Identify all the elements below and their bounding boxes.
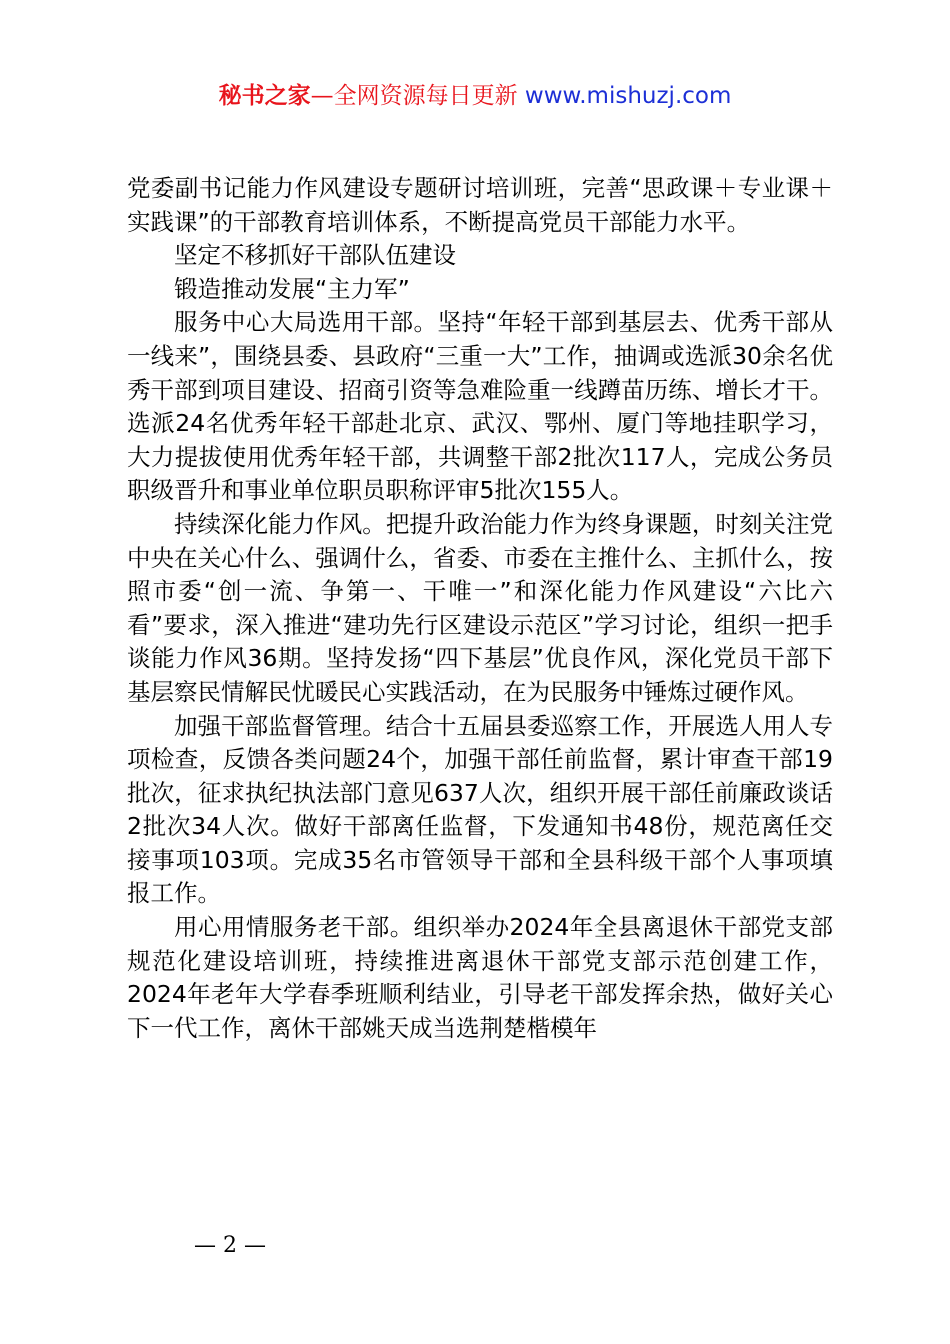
paragraph: 持续深化能力作风。把提升政治能力作为终身课题，时刻关注党中央在关心什么、强调什么，省委、市委在主推什么、主抓什么，按照市委“创一流、争第一、干唯一”和深化能力作风建设“六比六看”要求，深入推进“建功先行区建设示范区”学习讨论，组织一把手谈能力作风36期。坚持发扬“四下基层”优良作风，深化党员干部下基层察民情解民忧暖民心实践活动，在为民服务中锤炼过硬作风。	[127, 509, 833, 706]
paragraph: 加强干部监督管理。结合十五届县委巡察工作，开展选人用人专项检查，反馈各类问题24个，加强干部任前监督，累计审查干部19批次，征求执纪执法部门意见637人次，组织开展干部任前廉政谈话2批次34人次。做好干部离任监督，下发通知书48份，规范离任交接事项103项。完成35名市管领导干部和全县科级干部个人事项填报工作。	[127, 711, 833, 908]
page-number: — 2 —	[194, 1233, 266, 1258]
header-tagline: —全网资源每日更新	[310, 83, 518, 109]
page-header	[0, 80, 950, 112]
paragraph: 坚定不移抓好干部队伍建设	[174, 241, 456, 270]
paragraph: 党委副书记能力作风建设专题研讨培训班，完善“思政课＋专业课＋实践课”的干部教育培训体系，不断提高党员干部能力水平。	[127, 174, 833, 236]
document-body	[127, 172, 833, 1045]
paragraph: 用心用情服务老干部。组织举办2024年全县离退休干部党支部规范化建设培训班，持续推进离退休干部党支部示范创建工作，2024年老年大学春季班顺利结业，引导老干部发挥余热，做好关心下一代工作，离休干部姚天成当选荆楚楷模年	[127, 913, 833, 1042]
header-url-link[interactable]: www.mishuzj.com	[524, 83, 732, 109]
paragraph: 锻造推动发展“主力军”	[174, 274, 410, 303]
paragraph: 服务中心大局选用干部。坚持“年轻干部到基层去、优秀干部从一线来”，围绕县委、县政府“三重一大”工作，抽调或选派30余名优秀干部到项目建设、招商引资等急难险重一线蹲苗历练、增长才干。选派24名优秀年轻干部赴北京、武汉、鄂州、厦门等地挂职学习，大力提拔使用优秀年轻干部，共调整干部2批次117人，完成公务员职级晋升和事业单位职员职称评审5批次155人。	[127, 308, 833, 505]
header-brand: 秘书之家	[218, 83, 311, 109]
